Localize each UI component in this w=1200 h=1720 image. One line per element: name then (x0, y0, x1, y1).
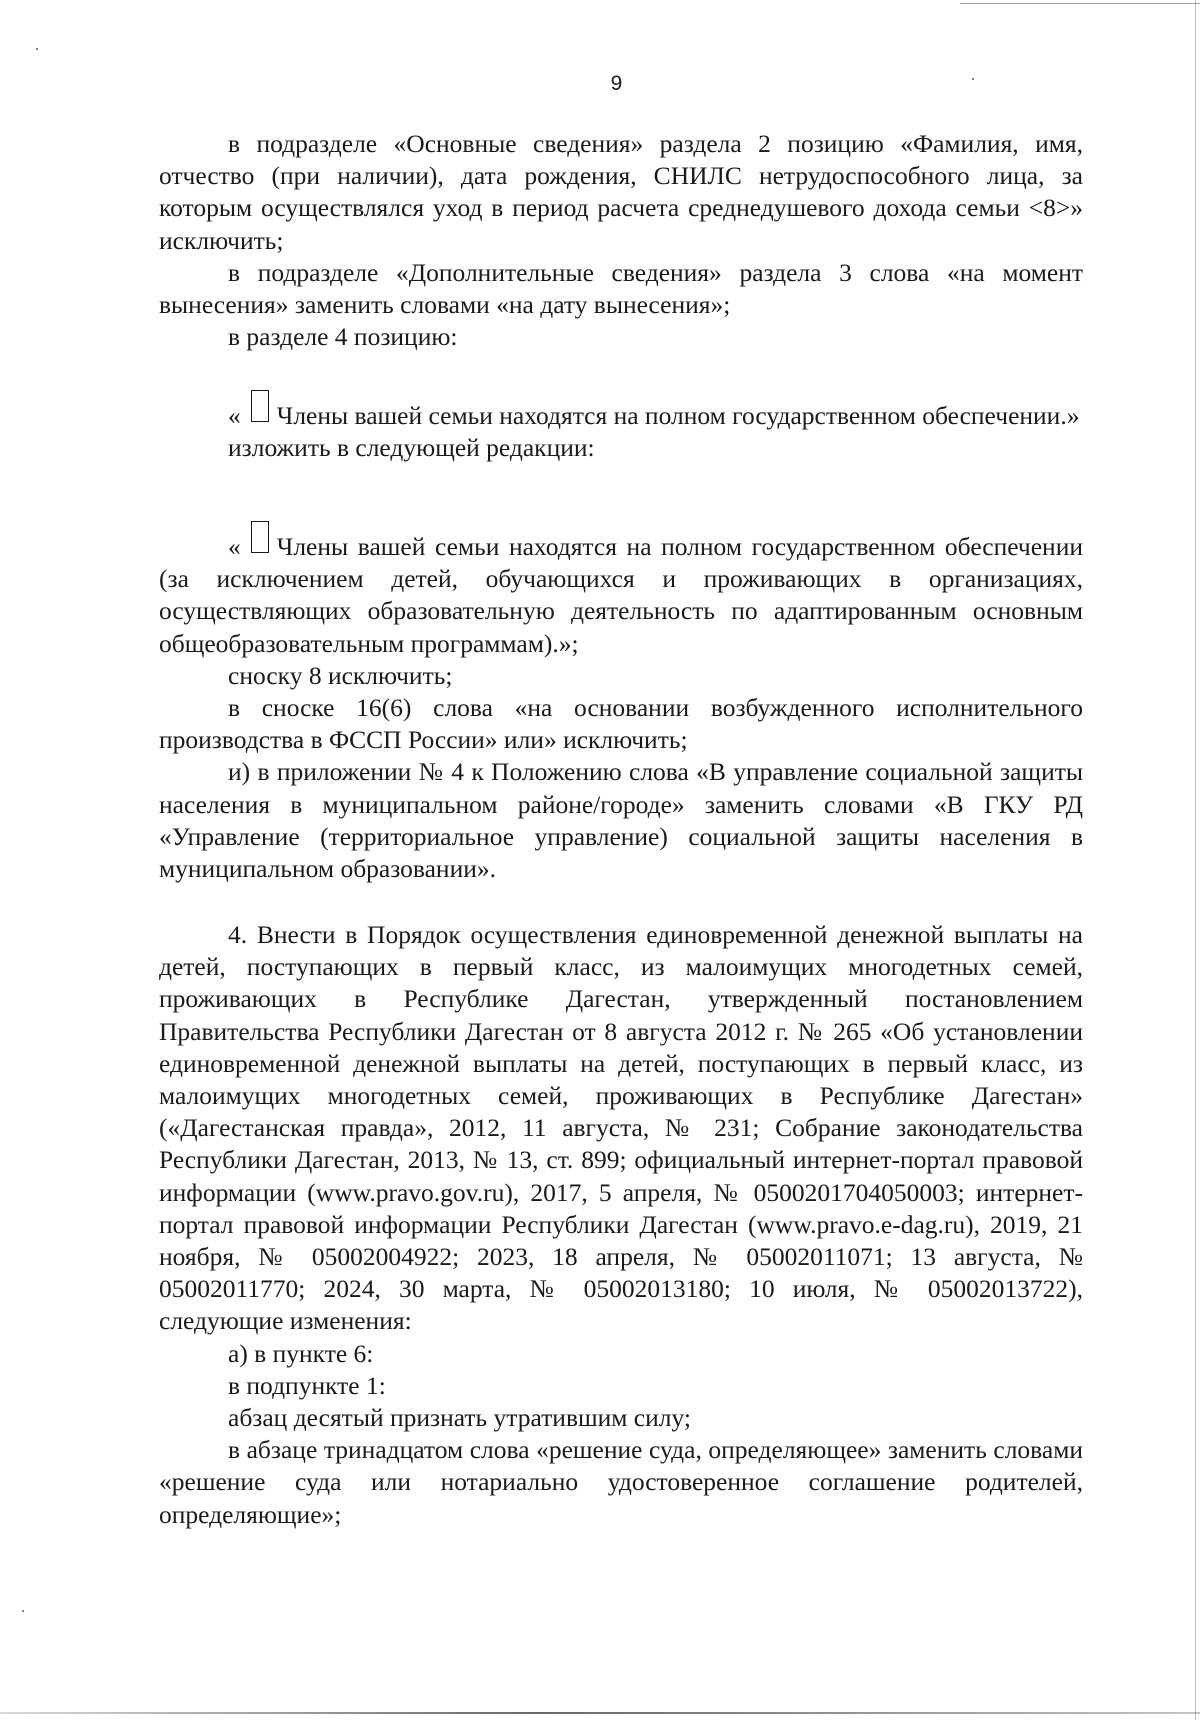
open-quote: « (228, 401, 241, 430)
page-number: 9 (610, 72, 623, 95)
paragraph-abzac-13: в абзаце тринадцатом слова «решение суда, определяющее» заменить словами «решение суда или нотариально удостоверенное соглашение родителей, определяющие»; (159, 1435, 1083, 1529)
checkbox-icon (251, 521, 269, 553)
text-block-4 (159, 919, 1083, 1531)
checkbox-icon (251, 390, 269, 422)
paragraph-additional-info: в подразделе «Дополнительные сведения» раздела 3 слова «на момент вынесения» заменить словами «на дату вынесения»; (159, 257, 1083, 320)
scan-speck (36, 48, 38, 50)
checkbox-new-text: Члены вашей семьи находятся на полном государственном обеспечении (за исключением детей, обучающихся и проживающих в организациях, осуществляющих образовательную деятельность по адаптированным основным общеобразовательным программам).»; (159, 532, 1083, 658)
paragraph-footnote-8: сноску 8 исключить; (228, 660, 453, 690)
open-quote: « (228, 532, 241, 561)
scan-edge-right (1195, 0, 1196, 1720)
checkbox-old-text: Члены вашей семьи находятся на полном государственном обеспечении.» (276, 401, 1080, 430)
text-block-1 (159, 128, 1083, 353)
paragraph-point-6: а) в пункте 6: (228, 1338, 374, 1368)
text-block-3 (159, 521, 1083, 885)
paragraph-subpoint-1: в подпункте 1: (228, 1370, 386, 1400)
paragraph-main-info: в подразделе «Основные сведения» раздела 2 позицию «Фамилия, имя, отчество (при наличии), дата рождения, СНИЛС нетрудоспособного лица, за которым осуществлялся уход в период расчета среднедушевого дохода семьи <8>» исключить; (159, 129, 1083, 255)
text-block-2 (159, 390, 1083, 464)
paragraph-section-4: в разделе 4 позицию: (228, 322, 458, 352)
paragraph-new-wording: изложить в следующей редакции: (228, 433, 595, 463)
scan-edge-top (960, 3, 1200, 4)
paragraph-appendix-4: и) в приложении № 4 к Положению слова «В управление социальной защиты населения в муниципальном районе/городе» заменить словами «В ГКУ РД «Управление (территориальное управление) социальной защиты населения в муниципальном образовании». (159, 757, 1083, 884)
scan-edge-bottom (0, 1712, 1200, 1714)
scan-speck (22, 1610, 24, 1612)
paragraph-abzac-10: абзац десятый признать утратившим силу; (228, 1403, 691, 1433)
paragraph-footnote-16: в сноске 16(6) слова «на основании возбужденного исполнительного производства в ФССП России» или» исключить; (159, 693, 1083, 755)
paragraph-checkbox-new (159, 521, 1083, 660)
paragraph-checkbox-old (159, 390, 1083, 432)
paragraph-item-4: 4. Внести в Порядок осуществления единовременной денежной выплаты на детей, поступающих в первый класс, из малоимущих многодетных семей, проживающих в Республике Дагестан, утвержденный постановлением Правительства Республики Дагестан от 8 августа 2012 г. № 265 «Об установлении единовременной денежной выплаты на детей, поступающих в первый класс, из малоимущих многодетных семей, проживающих в Республике Дагестан» («Дагестанская правда», 2012, 11 августа, № 231; Собрание законодательства Республики Дагестан, 2013, № 13, ст. 899; официальный интернет-портал правовой информации (www.pravo.gov.ru), 2017, 5 апреля, № 0500201704050003; интернет-портал правовой информации Республики Дагестан (www.pravo.e-dag.ru), 2019, 21 ноября, № 05002004922; 2023, 18 апреля, № 05002011071; 13 августа, № 05002011770; 2024, 30 марта, № 05002013180; 10 июля, № 05002013722), следующие изменения: (159, 920, 1083, 1336)
